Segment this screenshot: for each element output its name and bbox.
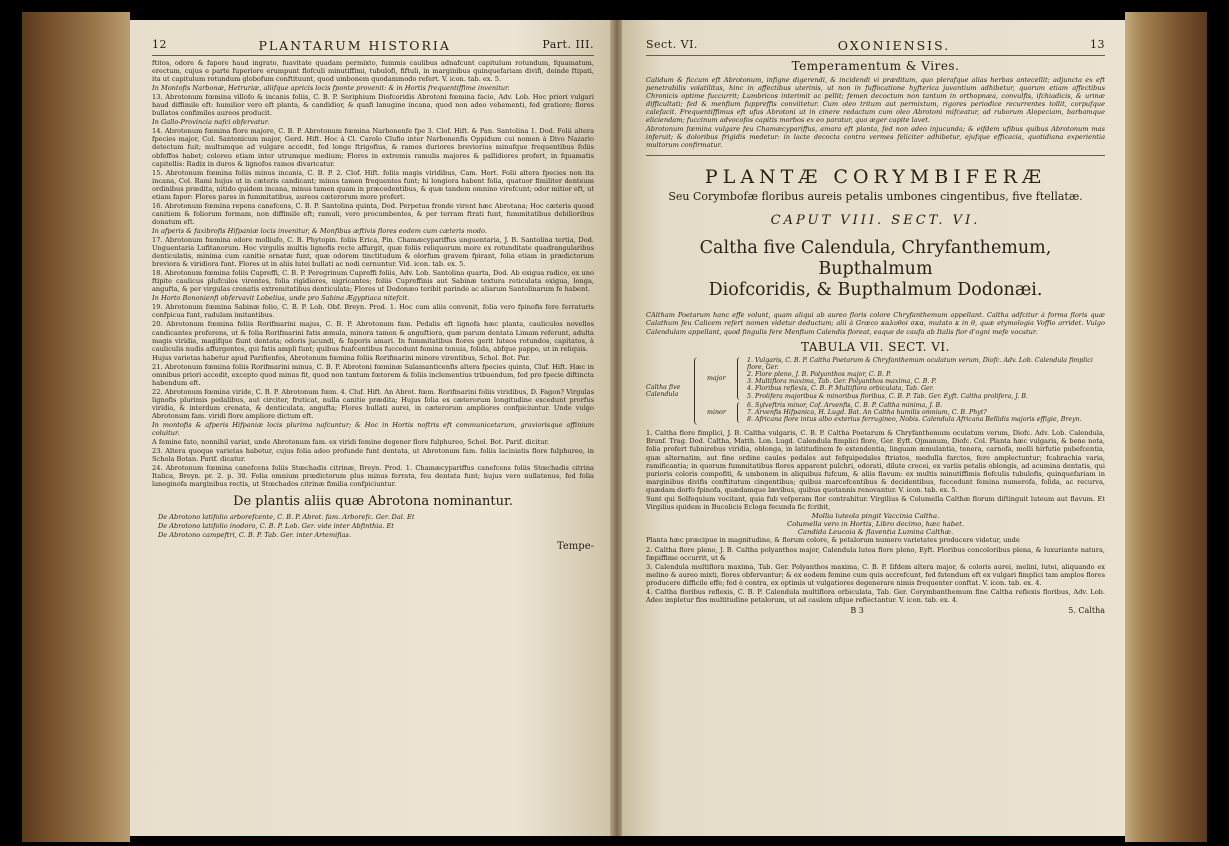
entry-11: 19. Abrotonum fœmina Sabinæ folio, C. B. P. Lob. Obf. Breyn. Prod. 1. Hoc cum aliis convenit, folia vero fpinofis fere ferraturis confpicua funt, radulam imitantibus. — [152, 303, 594, 320]
group-label: minor — [707, 408, 726, 416]
temperament-text-2: Abrotonum fœmina vulgare feu Chamæcypariffus, amara eft planta, fed non adeo injucunda; & eifdem ufibus quibus Abrotonum mas inferuit; & doloribus frigidis medetur: in lacte decocta contra vermes feliciter adhibetur, ejufque efficacia, quotidiana experientia multorum confirmatur. — [646, 125, 1105, 150]
entry-8: 17. Abrotonum fœmina odore molliufo, C. B. Phytopin. foliis Erica, Pin. Chamæcypariffus unguentaria, J. B. Santolina tertia, Dod. Unguentaria Lufitanorum. Hoc virgulis multis lignofis recte affurgit, quæ foliis reliquorum more ex rotunditate quadrangularibus denticulatis, minima cum canitie ornatæ funt, quæ odorem tinctitudum & olorfum gravem fpirant, folia etiam in prædictorum breviora & viridiora funt. Flores ut in aliis lutei bullati ac nodi cernuntur. Vid. icon. tab. ex. 5. — [152, 235, 594, 269]
table-item: 2. Flore pleno, J. B. Polyanthos major, C. B. P. — [747, 370, 891, 378]
tabula-heading: TABULA VII. SECT. VI. — [801, 339, 950, 354]
group-items — [747, 402, 1105, 424]
temperament-text: Calidum & ficcum eft Abrotonum, infigne digerendi, & incidendi vi præditum, quo plerafque alias herbas antecellit; adjuncta ex eft penetrabilis volatilitas, hinc in affectibus uterinis, ut non in fuffocatione hyfterica juvantium adhibetur, quorum etiam affectibus Chronicis optime fuccurrit; Lumbricos interimit ac pellit; femen decoctum non tantum in orthopnæa, convulfis, ifchiadicis, & urinæ difficultati; fed & menfium fuppreffis conviitetur. Cum oleo tritum aut permixtum, rigores periodice recurrentes tollit, corpufque calefacit. Frequentiffimus eft ufus Abrotoni ut in cinere redactum cum oleo Abrotoni mifceatur, ad ruborum Alopeciam, barbamque eliciendam; fuccinum advocofos capitis morbos ex eo paratur, quo æger capite lavet. — [646, 76, 1105, 125]
entry-9: 18. Abrotonum fœmina foliis Cupreffi, C. B. P. Peregrinum Cupreffi foliis, Adv. Lob. Santolina quarta, Dod. Ab exigua radice, ex uno ftipite caulicus plufculos virentes, folia rigidiores, nigricantes; foliis Cupreffinis aut Sabinæ textura reticulata exigua, longa, angufta, & per virgulas crenatis extremitatibus denticulata; Flores ut Dodonæo teribit parinde ac aliarum Santolinarum fe habent. — [152, 269, 594, 294]
verse-line: Candida Leucoia & flaventia Lumina Calthæ. — [797, 528, 954, 537]
body-paragraph-6: 4. Caltha floribus reflexis, C. B. P. Calendula multiflora orbiculata, Tab. Ger. Corymbanthemum fine Caltha reflexis floribus, Adv. Lob. Adeo impletur flos multitudine petalorum, ut ad caulem ufque reflectantur. V. icon. tab. ex. 4. — [646, 587, 1105, 604]
signature-mark: B 3 — [850, 605, 864, 615]
group-brace — [737, 402, 744, 424]
left-catchword: Tempe- — [557, 541, 594, 553]
table-groups — [707, 357, 1105, 426]
body-paragraph-5: 3. Calendula multiflora maxima, Tab. Ger. Polyanthos maxima, C. B. P. Iifdem altera major, & coloris aurei, melini, lutei, aliquando ex melino & aureo mixti, flores obfervantur; & ex eodem femine cum quis accrefcunt, fed fatendum eft ex vulgari fimplici tam amplos flores producere difficile effe; fed è contra, ex optimis ut vulgatiores degenerare nimis frequenter conftat. V. icon. tab. ex. 4. — [646, 562, 1105, 587]
entry-13: Hujus varietas habetur apud Parifienfes, Abrotonum fœmina foliis Rorifmarini minore virentibus, Schol. Bot. Par. — [152, 353, 531, 362]
right-page-number: 13 — [1090, 38, 1105, 51]
table-item: 7. Arvenfis Hifpanica, H. Lugd. Bat. An Caltha humilis omnium, C. B. Phyt? — [747, 408, 987, 416]
entry-12: 20. Abrotonum fœmina foliis Rorifmarini majus, C. B. P. Abrotonum fam. Pedalis eft lignofa hæc planta, cauliculos novellos candicantes proferens, ut & folia Rorifmarini fatis æmula, minora tamen & anguftiora, quæ parum dentata Limam referunt, adulta magis viridia, magifque fiunt dentata; odoris jucundi, & faporis amari. In fummitatibus flores gerit luteos rotundos, capitatos, à cauliculis nudis affurgentes, qui fatis ampli funt; quibus fuafcentibus fuccedunt femina tenuia, folida, abfque pappo, ut in reliquis. — [152, 320, 594, 353]
body-paragraph-2: Sunt qui Solfequium vocitant, quia fub veſperam flor contrahitur. Virgilius & Columella Calthæ florum diſtinguit luteum aut flavum. Et Virgilius quidem in Bucolicis Ecloga fecunda fic fcribit, — [646, 494, 1105, 511]
plant-title-line-1: Caltha five Calendula, Chryfanthemum, Bupthalmum — [699, 238, 1052, 280]
entry-7: In afperis & faxibrofis Hifpaniæ locis invenitur, & Monfibus æftivis flores eodem cum cæteris modo. — [152, 226, 487, 235]
entry-6: 16. Abrotonum fœmina repens canefcens, C. B. P. Santolina quinta, Dod. Perpetua fronde virent hæc Abrotana; Hoc cæteris quoad canitiem & foliorum formam, non diffimile eft; ramuli, vero procumbentes, & per terram ftrati funt, fummitatibus debilioribus donatum eft. — [152, 201, 594, 226]
entry-0: ftitos, odore & fapore haud ingrato, fuavitate quadam permixto, fummis caulibus adnafcunt capitulum rotundum, fquamatum, erectum, cujus e parte fuperiore erumpunt flofculi minutiffimi, tubulofi, fiftuli, in marginibus quinquefariam divifi, deinde ftipati, ita ut capitulum rotundum globofum conftituunt, quod umbonem quodammodo refert. V. icon. tab. ex. 5. — [152, 59, 594, 84]
table-item: 8. Africana flore intus albo exterius ferrugineo, Nobis. Calendula Africana Bellidis majoris effigie, Breyn. — [747, 416, 1082, 424]
right-catchword: 5. Caltha — [1068, 605, 1105, 615]
left-part-label: Part. III. — [542, 38, 594, 51]
book-spread — [22, 12, 1207, 842]
temperament-heading: Temperamentum & Vires. — [791, 59, 960, 73]
table-item: 4. Floribus reflexis, C. B. P. Multiflora orbiculata, Tab. Ger. — [747, 385, 935, 393]
table-item: 1. Vulgaris, C. B. P. Caltha Poetarum & Chryfanthemum oculatum verum, Diofc. Adv. Lob. Calendula fimplici flore, Ger. — [747, 356, 1093, 371]
names-list-item: De Abrotono latifolio inodoro, C. B. P. Lob. Ger. vide inter Abfinthia. Et — [158, 521, 394, 530]
left-page-number: 12 — [152, 38, 167, 51]
names-list-item: De Abrotono campeftri, C. B. P. Tab. Ger. inter Artemifias. — [158, 530, 352, 539]
divider-rule — [646, 155, 1105, 156]
left-page — [130, 20, 612, 836]
entry-19: 24. Abrotonum fœmina canefcens foliis Stœchadis citrinæ, Breyn. Prod. 1. Chamæcypariffus canefcens foliis Stœchadis citrina Italica, Breyn. pr. 2. p. 30. Folia omnium prædictorum plus minus ferrata, feu dentata funt; hujus vero nullatenus, fed folia laneginofa marginibus rectis, ut Stœchados citrinæ fimilia confpiciuntur. — [152, 464, 594, 489]
table-item: 3. Multiflora maxima, Tab. Ger. Polyanthos maxima, C. B. P. — [747, 378, 937, 386]
entry-10: In Horto Bononienfi obfervavit Lobelius, unde pro Sabina Ægyptiaca nitefcit. — [152, 294, 410, 303]
table-root-label: Caltha five Calendula — [646, 383, 681, 398]
plantae-subtitle: Seu Corymbofæ floribus aureis petalis umbones cingentibus, five ftellatæ. — [668, 190, 1083, 204]
left-running-header — [152, 38, 594, 56]
body-paragraph-4: 2. Caltha flore pleno, J. B. Caltha polyanthos major, Calendula lutea flore pleno, Eyft. Floribus concoloribus plena, & luxuriante natura, fæpiffime occurrit, ut & — [646, 545, 1105, 562]
body-paragraph-1: 1. Caltha flore fimplici, J. B. Caltha vulgaris, C. B. P. Caltha Poetarum & Chryfanthemum oculatum verum, Diofc. Adv. Lob. Calendula, Brunf. Trag. Dod. Caltha, Matth. Lon. Lugd. Calendula fimplici flore, Ger. Eyft. Ojmanum, Diofc. Col. Planta hæc vulgaris, & bene nota, folia profert fubnirebus viridia, oblonga, in latitudinem fe extendentia, linguam æmulantia, tenera, carnofa, molli hirfutie pubefcentia, quæ alternatim, aut fine ordine caules pedales aut fefquipedales ftriatos, medulla farctos, fere amplectuntur; fcabrachia varia, ramificantia; in quorum fummitatibus flores apparent pulchri, odorati, dilute crocei, ex variis petalis oblongis, ad acumina dentatis, qui purioris coloris compofiti, & umbonem in aliquibus fufcum, & aliis flavum: ex multis minutiffimis flofculis tubulofis, quinquefariam in marginibus divifis conftitutum cingentibus; quibus marcefcentibus & decidentibus, fuccedunt femina numerofa, folida, ac recurva, quædam dorfo fpinofa, quædamque lævibus, quibus quotannis renovantur. V. icon. tab. ex. 5. — [646, 429, 1105, 494]
right-footer — [646, 606, 1105, 615]
table-item: 6. Sylveftris minor, Cof. Arvenfis, C. B. P. Caltha minima, J. B. — [747, 401, 943, 409]
plant-title-line-2: Diofcoridis, & Bupthalmum Dodonæi. — [708, 280, 1043, 301]
entry-2: 13. Abrotonum fœmina villofo & incanis foliis, C. B. P. Seriphium Diofcoridis Abrotoni fœmina facie, Adv. Lob. Hoc priori vulgari haud diffimile eft: humilior vero eft planta, & candidior, & quafi lanugine incana, quod non adeo vehementi, fed gratiore; flores bullatos confimiles aureos producit. — [152, 93, 594, 118]
verse-line: Columella vero in Hortis, Libro decimo, hæc habet. — [786, 520, 965, 529]
entry-15: 22. Abrotonum fœmina viride, C. B. P. Abrotonum fœm. 4. Cluf. Hift. An Abrot. fœm. Rorifmarini foliis viridibus, D. Fagon? Virgulas lignofis plurimis pedalibus, aut circiter, fruticat, nulla canitie prædita; Hujus folia ex cæterorum longitudine excedunt prorfus viridia, & interdum crenata, & denticulata, angufta; Flores bullati aurei, in cæterorum ampliores confpiciuntur. Unde vulgo Abrotonum fam. viridi flore ampliore dictum eft. — [152, 387, 594, 420]
right-running-header — [646, 38, 1105, 56]
right-page — [622, 20, 1125, 836]
entry-17: A femine fato, nonnihil variat, unde Abrotonum fam. ex viridi femine degener flore fulphureo, Schol. Bot. Parif. dicitur. — [152, 438, 549, 447]
group-items — [747, 357, 1105, 400]
left-running-title: PLANTARUM HISTORIA — [258, 38, 451, 53]
names-list-item: De Abrotono latifolio arborefcente, C. B. P. Abrot. fam. Arborefc. Ger. Dal. Et — [158, 513, 415, 522]
verse-line: Mollia luteola pingit Vaccinia Caltha. — [811, 511, 940, 520]
verse-block — [646, 512, 1105, 537]
left-entries — [152, 59, 594, 488]
entry-14: 21. Abrotonum fœmina foliis Rorifmarini minus, C. B. P. Abrotoni fœminæ Salamanticenfis altera fpecies quinta, Cluf. Hift. Hæc in omnibus priori accedit, excepto quod minus fit, quod non tantum fœtorem & foliis inclementius tribuendum, fed pro fpecie diftincta habendum eft. — [152, 362, 594, 387]
group-brace — [737, 357, 744, 400]
classification-table — [646, 357, 1105, 426]
entry-1: In Montofis Narbonæ, Hetruriæ, aliifque apricis locis fponte provenit: & in Hortis frequentiffime invenitur. — [152, 84, 510, 93]
left-page-edges — [22, 12, 130, 842]
entry-5: 15. Abrotonum fœmina foliis minus incanis, C. B. P. 2. Clof. Hift. foliis magis viridibus, Cam. Hort. Folii altera fpecies non ita incana, Col. Rami hujus ut in cæteris candicant; minus tamen frequentes funt; hi longiora habent folia, quatuor fimiliter denteum ordinibus prædita, nitido quidem incana, minus tamen quam in præcedentibus, & quæ tandem omnino virefcunt; odor mitior eft, ut etiam fapor: Flores pares in fummitatibus, aureos cæterorum more profert. — [152, 168, 594, 201]
entry-16: In montofis & afperis Hifpaniæ locis plurima nafcuntur; & Hoc in Hortis noftris eft communicetarum, graviorisque affinium coluitur. — [152, 421, 594, 438]
plant-title — [646, 238, 1105, 301]
table-group-major — [707, 357, 1105, 400]
entry-18: 23. Altera quoque varietas habetur, cujus folia adeo profunde funt dentata, ut Abrotonum fam. foliis laciniatis flore fulphureo, in Schola Botan. Parif. dicatur. — [152, 447, 594, 464]
names-list — [158, 513, 594, 539]
section-heading: De plantis aliis quæ Abrotona nominantur. — [233, 494, 513, 510]
right-running-title: OXONIENSIS. — [837, 38, 951, 53]
right-running-section: Sect. VI. — [646, 38, 698, 51]
group-label: major — [707, 374, 726, 382]
table-group-minor — [707, 402, 1105, 424]
entry-3: In Gallo-Provincia nafci obfervatur. — [152, 118, 270, 127]
table-brace — [694, 357, 705, 426]
body-paragraph-3: Planta hæc præcipue in magnitudine, & florum colore, & petalorum numero varietates producere videtur, unde — [646, 536, 1020, 545]
table-item: 5. Prolifera majoribus & minoribus floribus, C. B. P. Tab. Ger. Eyft. Caltha prolifera, J. B. — [747, 392, 1028, 400]
plantae-title: PLANTÆ CORYMBIFERÆ — [704, 166, 1047, 189]
right-page-edges — [1125, 12, 1207, 842]
intro-text: CAltham Poetarum hanc effe volunt, quam aliqui ab aureo floris colore Chryfanthemum appellant. Caltha adfcitur à forma floris quæ Calathum feu Calicem refert nomen videtur deductum; alii à Græco καλυθοi σκα, mutato κ in θ, quæ etymologia Voffio arridet. Vulgo Calendulam appellant, quod fingulis fere Menfium Calendis floreat, eaque de caufa ab Italis fior d'ogni mefe vocatur. — [646, 311, 1105, 336]
caput-heading: CAPUT VIII. SECT. VI. — [770, 213, 981, 229]
entry-4: 14. Abrotonum fœmina flore majore, C. B. P. Abrotonum fœmina Narbonenfe fpe 3. Clof. Hift. & Pan. Santolina 1. Dod. Folii altera fpecies major, Col. Santonicum major, Gerd. Hift. Hoc à Cl. Carolo Clufio inter Narbonenfis Oppidum cui nomen à Divo Nazario detectum fuit; multumque ad vulgare accedit, fed longe ftrigofius, & ramos duriores breviorius minufque frequentibus foliis obfeffos habet; coloreu etiam inter utrumque medium; Flores in extremis ramulis majores & pallidiores profert, in fquamatis capitellis: Radix in duros & lignofos ramos divaricatur. — [152, 127, 594, 168]
